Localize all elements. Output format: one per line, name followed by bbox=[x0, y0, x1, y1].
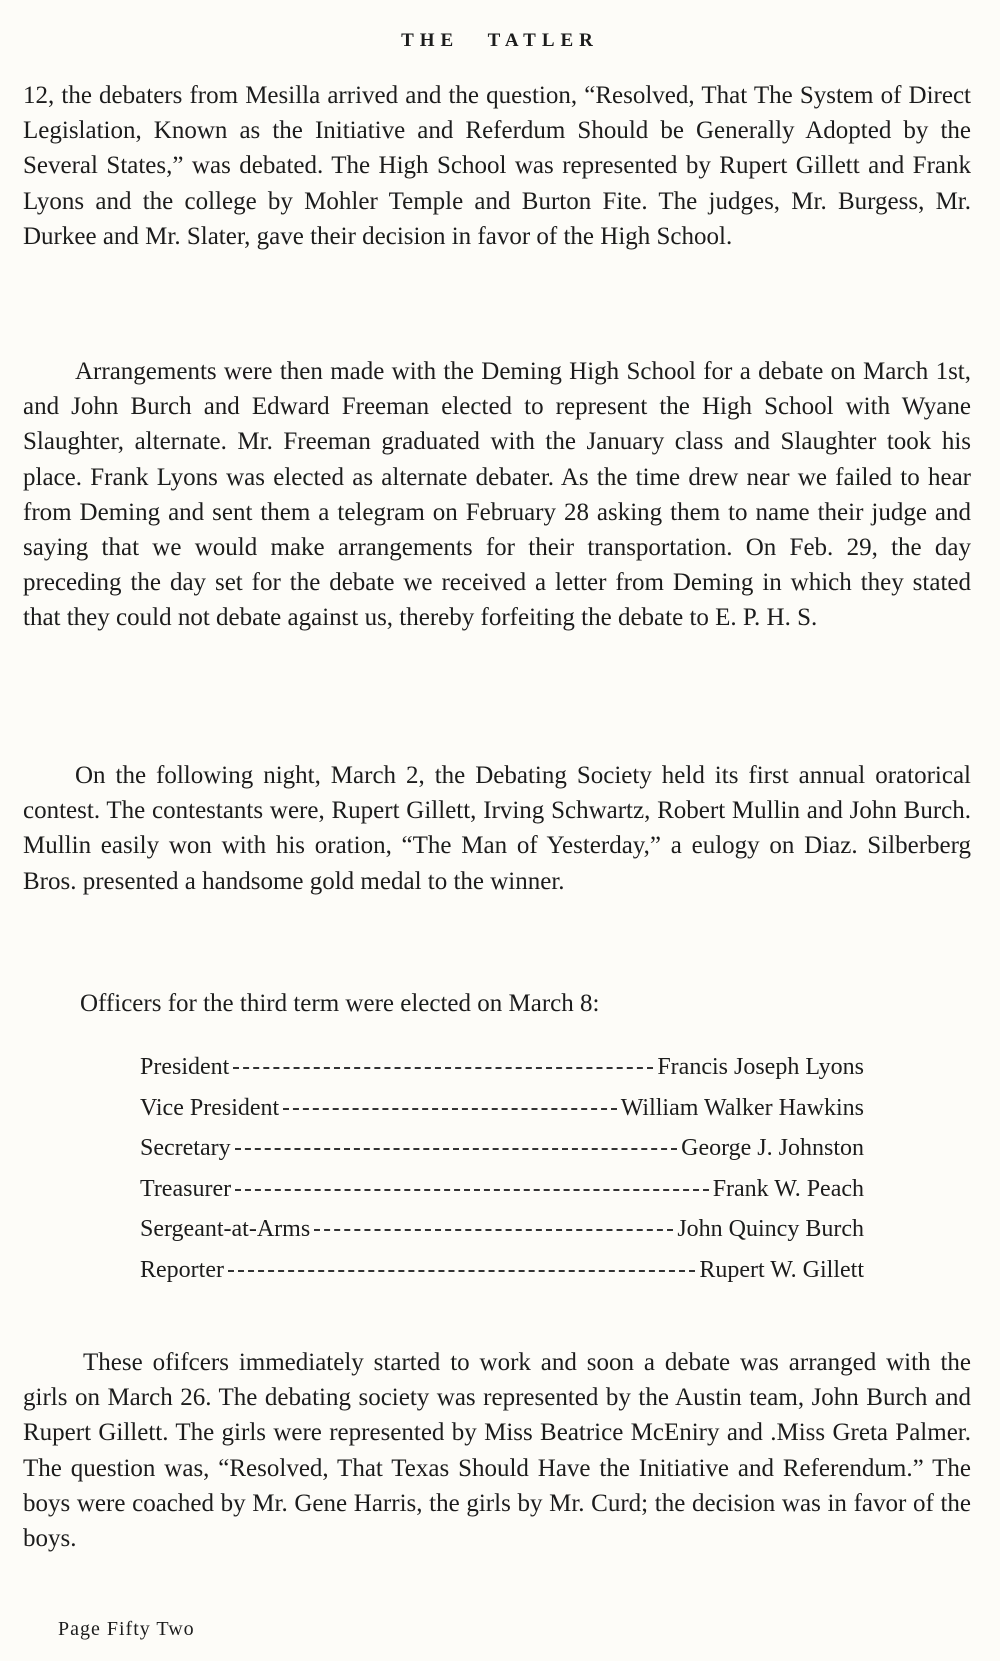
dot-leader bbox=[314, 1229, 673, 1231]
paragraph-deming-debate: Arrangements were then made with the Deming High School for a debate on March 1st, and John Burch and Edward Freeman elected to represent the High School with Wyane Slaughter, alternate. Mr. Freeman graduated with the January class and Slaughter took his place. Frank Lyons was elected as alternate debater. As the time drew near we failed to hear from Deming and sent them a telegram on February 28 asking them to name their judge and saying that we would make arrangements for their transportation. On Feb. 29, the day preceding the day set for the debate we received a letter from Deming in which they stated that they could not debate against us, thereby forfeiting the debate to E. P. H. S. bbox=[23, 358, 971, 632]
paragraph-oratorical-contest: On the following night, March 2, the Debating Society held its first annual oratorical contest. The contestants were, Rupert Gillett, Irving Schwartz, Robert Mullin and John Burch. Mullin easily won with his oration, “The Man of Yesterday,” a eulogy on Diaz. Silberberg Bros. presented a handsome gold medal to the winner. bbox=[23, 762, 971, 895]
running-head: THE TATLER bbox=[401, 30, 599, 51]
officer-name: Rupert W. Gillett bbox=[699, 1256, 864, 1283]
officer-row bbox=[140, 1135, 864, 1176]
officer-title: Reporter bbox=[140, 1256, 224, 1283]
officer-row bbox=[140, 1257, 864, 1298]
officer-row bbox=[140, 1095, 864, 1136]
page-number: Page Fifty Two bbox=[58, 1618, 195, 1640]
officer-title: President bbox=[140, 1054, 230, 1080]
officer-title: Vice President bbox=[140, 1094, 280, 1121]
paragraph-girls-debate: These ofifcers immediately started to work and soon a debate was arranged with the girls on March 26. The debating society was represented by the Austin team, John Burch and Rupert Gillett. The girls were represented by Miss Beatrice McEniry and .Miss Greta Palmer. The question was, “Resolved, That Texas Should Have the Initiative and Referendum.” The boys were coached by Mr. Gene Harris, the girls by Mr. Curd; the decision was in favor of the boys. bbox=[23, 1349, 971, 1553]
officer-name: Frank W. Peach bbox=[712, 1175, 864, 1202]
officer-name: John Quincy Burch bbox=[677, 1216, 864, 1243]
officers-list bbox=[140, 1054, 864, 1298]
officer-name: William Walker Hawkins bbox=[620, 1094, 864, 1121]
officer-name: George J. Johnston bbox=[681, 1135, 864, 1162]
paragraph-mesilla-debate: 12, the debaters from Mesilla arrived and the question, “Resolved, That The System of Direct Legislation, Known as the Initiative and Referdum Should be Generally Adopted by the Several States,” was debated. The High School was represented by Rupert Gillett and Frank Lyons and the college by Mohler Temple and Burton Fite. The judges, Mr. Burgess, Mr. Durkee and Mr. Slater, gave their decision in favor of the High School. bbox=[23, 82, 971, 250]
officer-title: Secretary bbox=[140, 1135, 231, 1162]
dot-leader bbox=[235, 1148, 678, 1150]
dot-leader bbox=[233, 1067, 653, 1069]
officer-title: Treasurer bbox=[140, 1175, 232, 1202]
officer-title: Sergeant-at-Arms bbox=[140, 1216, 311, 1243]
officer-row bbox=[140, 1176, 864, 1217]
dot-leader bbox=[283, 1108, 617, 1110]
dot-leader bbox=[235, 1189, 709, 1191]
dot-leader bbox=[228, 1270, 695, 1272]
officers-intro: Officers for the third term were elected on March 8: bbox=[80, 990, 600, 1017]
officer-name: Francis Joseph Lyons bbox=[657, 1054, 864, 1080]
officer-row bbox=[140, 1054, 864, 1095]
officer-row bbox=[140, 1216, 864, 1257]
